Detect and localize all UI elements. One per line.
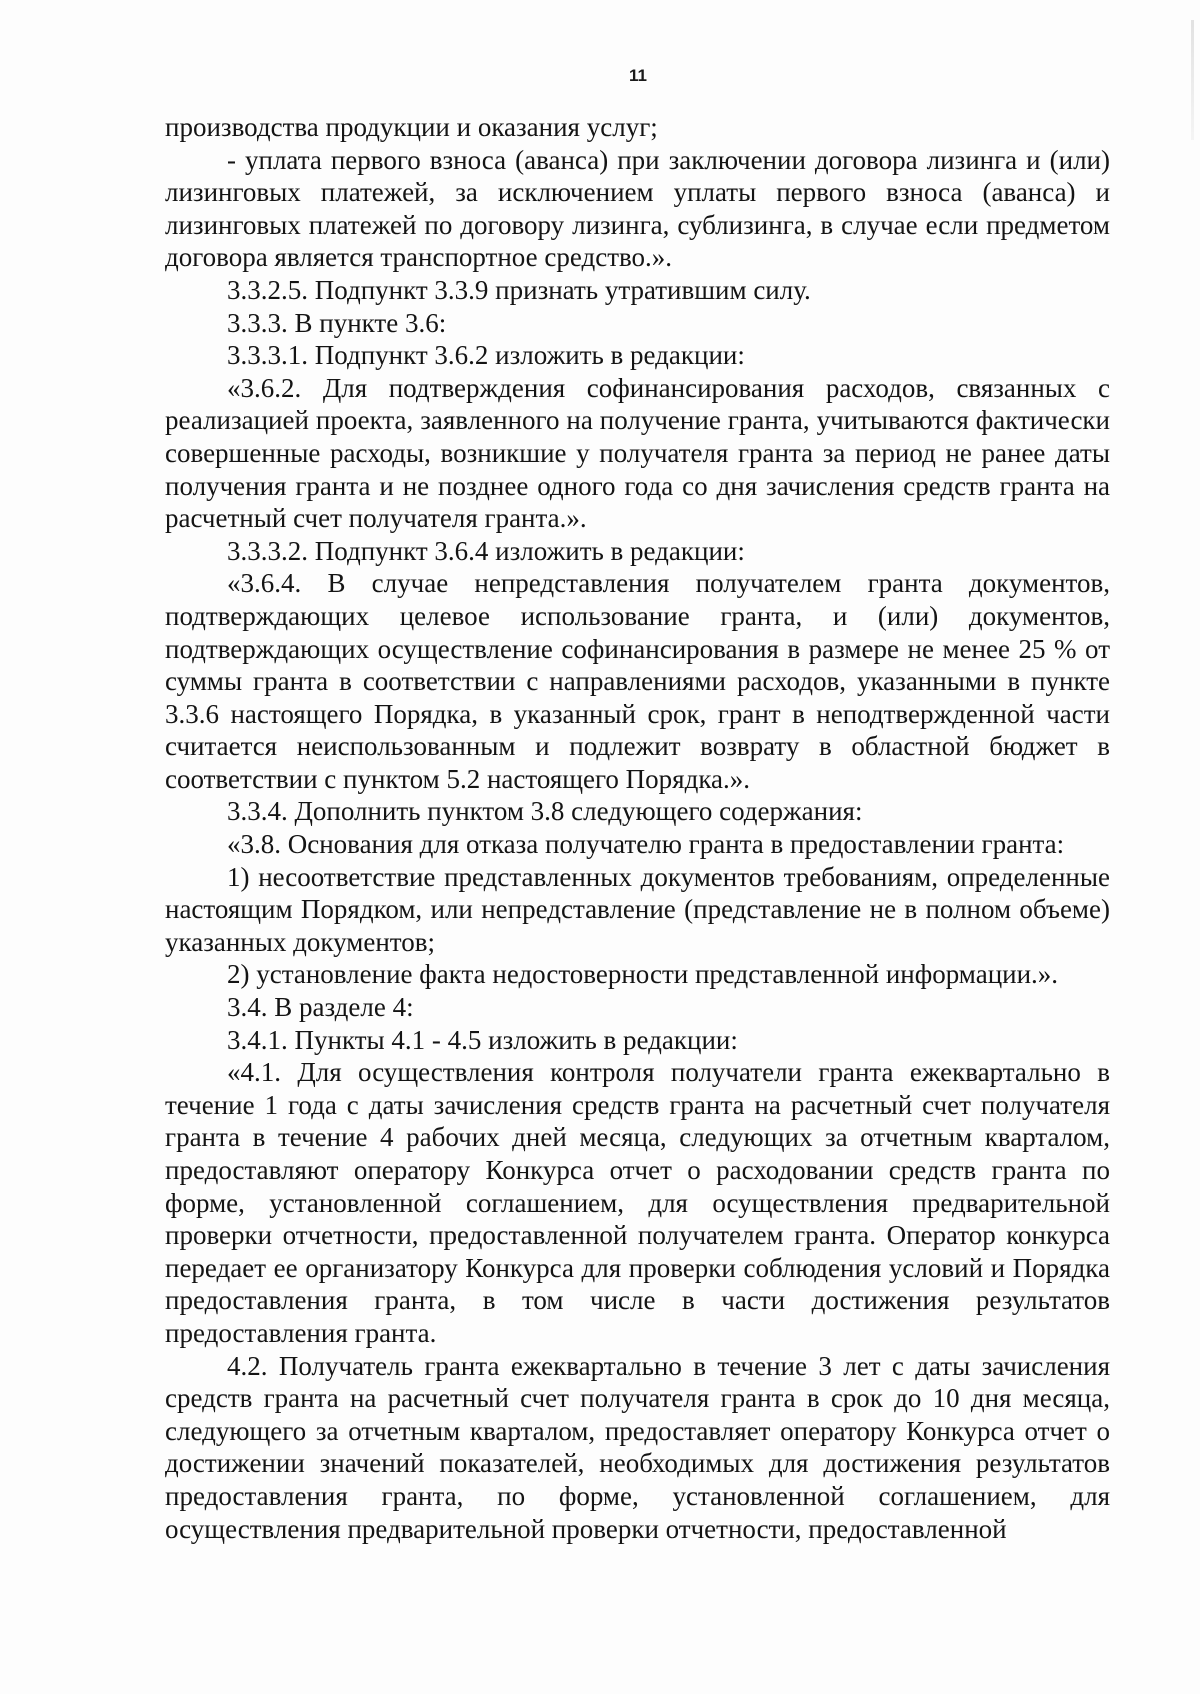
paragraph: 3.3.3. В пункте 3.6:	[227, 307, 447, 338]
paragraph: 3.3.4. Дополнить пунктом 3.8 следующего содержания:	[227, 796, 863, 827]
paragraph: 4.2. Получатель гранта ежеквартально в течение 3 лет с даты зачисления средств гранта на расчетный счет получателя гранта в срок до 10 дня месяца, следующего за отчетным кварталом, предоставляет оператору Конкурса отчет о достижении значений показателей, необходимых для достижения результатов предоставления гранта, по форме, установленной соглашением, для осуществления предварительной проверки отчетности, предоставленной	[165, 1350, 1110, 1544]
paragraph: «3.8. Основания для отказа получателю гранта в предоставлении гранта:	[227, 829, 1065, 860]
page-number: 11	[629, 66, 647, 85]
paragraph: - уплата первого взноса (аванса) при заключении договора лизинга и (или) лизинговых платежей, за исключением уплаты первого взноса (аванса) и лизинговых платежей по договору лизинга, сублизинга, в случае если предметом договора является транспортное средство.».	[165, 144, 1110, 273]
paragraph: «4.1. Для осуществления контроля получатели гранта ежеквартально в течение 1 года с даты зачисления средств гранта на расчетный счет получателя гранта в течение 4 рабочих дней месяца, следующих за отчетным кварталом, предоставляют оператору Конкурса отчет о расходовании средств гранта по форме, установленной соглашением, для осуществления предварительной проверки отчетности, предоставленной получателем гранта. Оператор конкурса передает ее организатору Конкурса для проверки соблюдения условий и Порядка предоставления гранта, в том числе в части достижения результатов предоставления гранта.	[165, 1057, 1110, 1348]
paragraph: «3.6.4. В случае непредставления получателем гранта документов, подтверждающих целевое использование гранта, и (или) документов, подтверждающих осуществление софинансирования в размере не менее 25 % от суммы гранта в соответствии с направлениями расходов, указанными в пункте 3.3.6 настоящего Порядка, в указанный срок, грант в неподтвержденной части считается неиспользованным и подлежит возврату в областной бюджет в соответствии с пунктом 5.2 настоящего Порядка.».	[165, 568, 1110, 794]
paragraph: 3.4. В разделе 4:	[227, 992, 414, 1023]
paragraph: производства продукции и оказания услуг;	[165, 112, 658, 142]
paragraph: 3.3.3.2. Подпункт 3.6.4 изложить в редакции:	[227, 535, 745, 566]
document-body	[165, 111, 1110, 1545]
paragraph: 1) несоответствие представленных документов требованиям, определенные настоящим Порядком, или непредставление (представление не в полном объеме) указанных документов;	[165, 861, 1110, 957]
paragraph: 3.3.3.1. Подпункт 3.6.2 изложить в редакции:	[227, 340, 745, 371]
paragraph: 3.4.1. Пункты 4.1 - 4.5 изложить в редакции:	[227, 1024, 738, 1055]
paragraph: 3.3.2.5. Подпункт 3.3.9 признать утратившим силу.	[227, 274, 811, 305]
paragraph: 2) установление факта недостоверности представленной информации.».	[227, 959, 1059, 990]
paragraph: «3.6.2. Для подтверждения софинансирования расходов, связанных с реализацией проекта, заявленного на получение гранта, учитываются фактически совершенные расходы, возникшие у получателя гранта за период не ранее даты получения гранта и не позднее одного года со дня зачисления средств гранта на расчетный счет получателя гранта.».	[165, 372, 1110, 534]
